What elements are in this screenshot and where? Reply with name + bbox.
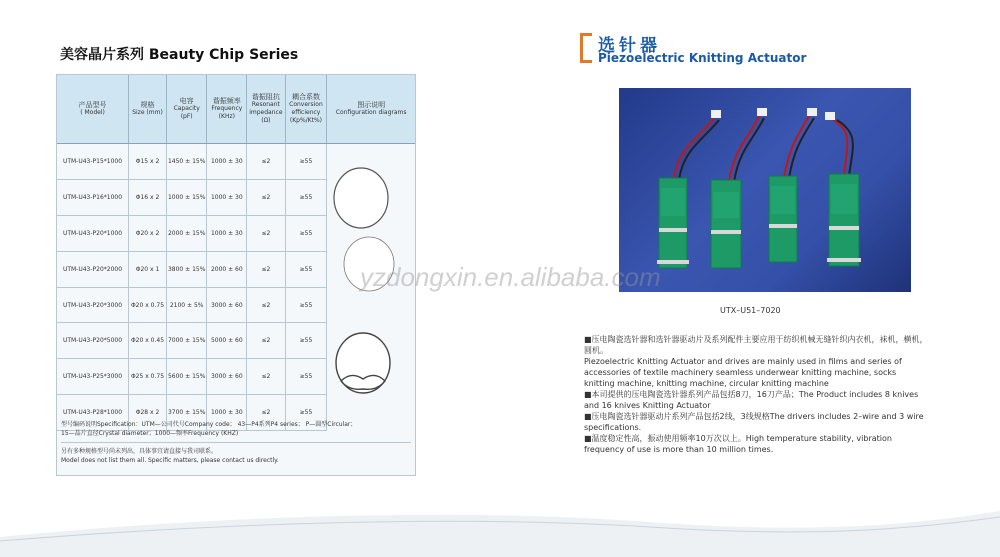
table-cell: 5600 ± 15% — [166, 359, 206, 395]
note-spec-code: 型号编码说明Specification：UTM—公司代号Company code； 43—P4系列P4 series； P—圆型Circular； — [61, 421, 357, 428]
actuator-title-en: Piezoelectric Knitting Actuator — [598, 51, 807, 65]
beauty-chip-title: 美容晶片系列 Beauty Chip Series — [60, 47, 299, 63]
table-cell: UTM-U43-P20*1000 — [57, 215, 129, 251]
actuator-illustration — [619, 88, 911, 292]
table-cell: Φ20 x 2 — [129, 215, 167, 251]
table-cell: Φ16 x 2 — [129, 179, 167, 215]
header-bracket — [580, 33, 592, 63]
table-cell: ≤2 — [247, 359, 285, 395]
table-cell: 3000 ± 60 — [207, 287, 247, 323]
desc-paragraph: Piezoelectric Knitting Actuator and drives are mainly used in films and series of accessories of textile machinery seamless underwear knitting machine, socks knitting machine, knitting machine, circular knitting machine — [584, 357, 902, 388]
table-cell: Φ28 x 2 — [129, 395, 167, 431]
table-cell: 1000 ± 30 — [207, 144, 247, 180]
desc-paragraph: ■压电陶瓷选针器和选针器驱动片及系列配件主要应用于纺织机械无缝针织内衣机，袜机，横机，圆机。 — [584, 335, 928, 355]
table-cell: ≤2 — [247, 215, 285, 251]
table-cell: 1000 ± 15% — [166, 179, 206, 215]
header-frequency: 谐振频率 Frequency (KHz) — [207, 75, 247, 144]
table-cell: ≥55 — [285, 215, 327, 251]
table-cell: 2000 ± 60 — [207, 251, 247, 287]
table-cell: 7000 ± 15% — [166, 323, 206, 359]
actuator-board-3 — [769, 108, 817, 262]
table-cell: UTM-U43-P15*1000 — [57, 144, 129, 180]
table-cell: ≥55 — [285, 359, 327, 395]
table-cell: 1000 ± 30 — [207, 215, 247, 251]
table-cell: Φ15 x 2 — [129, 144, 167, 180]
table-cell: 1000 ± 30 — [207, 395, 247, 431]
table-cell: UTM-U43-P20*5000 — [57, 323, 129, 359]
desc-paragraph: ■本司提供的压电陶瓷选针器系列产品包括8刀，16刀产品；The Product includes 8 knives and 16 knives Knitting Actuator — [584, 390, 919, 410]
header-capacity: 电容 Capacity (pF) — [166, 75, 206, 144]
header-model: 产品型号 ( Model) — [57, 75, 129, 144]
desc-paragraph: ■温度稳定性高，振动使用频率10万次以上。High temperature stability, vibration frequency of use is more than 10 million times. — [584, 434, 892, 454]
table-cell: ≤2 — [247, 323, 285, 359]
header-efficiency: 耦合系数 Conversion efficiency (Kp%/Kt%) — [285, 75, 327, 144]
table-cell: ≤2 — [247, 287, 285, 323]
table-cell: Φ20 x 0.45 — [129, 323, 167, 359]
actuator-board-4 — [825, 112, 861, 266]
table-cell: Φ25 x 0.75 — [129, 359, 167, 395]
header-diagrams: 图示说明 Configuration diagrams — [327, 75, 415, 144]
table-cell: 5000 ± 60 — [207, 323, 247, 359]
actuator-board-2 — [711, 108, 767, 268]
table-cell: 3000 ± 60 — [207, 359, 247, 395]
table-cell: ≤2 — [247, 251, 285, 287]
table-cell: 2100 ± 5% — [166, 287, 206, 323]
table-cell: ≥55 — [285, 323, 327, 359]
actuator-title-zh: 选针器 — [598, 36, 661, 56]
header-size: 规格 Size (mm) — [129, 75, 167, 144]
table-cell: ≤2 — [247, 144, 285, 180]
table-cell: 3800 ± 15% — [166, 251, 206, 287]
table-cell: ≤2 — [247, 179, 285, 215]
table-cell: ≥55 — [285, 395, 327, 431]
table-cell: ≤2 — [247, 395, 285, 431]
table-cell: UTM-U43-P25*3000 — [57, 359, 129, 395]
table-cell: ≥55 — [285, 251, 327, 287]
table-cell: Φ20 x 1 — [129, 251, 167, 287]
product-model: UTX–U51–7020 — [720, 306, 781, 315]
table-cell: UTM-U43-P16*1000 — [57, 179, 129, 215]
table-cell: 3700 ± 15% — [166, 395, 206, 431]
table-cell: UTM-U43-P20*2000 — [57, 251, 129, 287]
table-cell: 1450 ± 15% — [166, 144, 206, 180]
note-spec-code-2: 15—晶片直径Crystal diameter；1000—频率Frequency (KHZ) — [61, 430, 239, 437]
product-photo — [619, 88, 911, 292]
table-cell: Φ20 x 0.75 — [129, 287, 167, 323]
header-impedance: 谐振阻抗 Resonant impedance (Ω) — [247, 75, 285, 144]
table-header-row — [57, 75, 415, 144]
table-cell: 1000 ± 30 — [207, 179, 247, 215]
table-cell: 2000 ± 15% — [166, 215, 206, 251]
table-notes — [61, 420, 411, 465]
table-cell: ≥55 — [285, 144, 327, 180]
disc-diagram-large — [334, 168, 388, 228]
table-cell: ≥55 — [285, 287, 327, 323]
table-cell: UTM-U43-P20*3000 — [57, 287, 129, 323]
table-cell: UTM-U43-P28*1000 — [57, 395, 129, 431]
note-contact-en: Model does not list them all. Specific matters, please contact us directly. — [61, 457, 279, 464]
note-contact-zh: 另有多种规格型号尚未列出，具体事宜请直接与我司联系。 — [61, 448, 218, 455]
table-cell: ≥55 — [285, 179, 327, 215]
desc-paragraph: ■压电陶瓷选针器驱动片系列产品包括2线，3线规格The drivers includes 2–wire and 3 wire specifications. — [584, 412, 924, 432]
watermark: yzdongxin.en.alibaba.com — [360, 262, 661, 292]
decorative-wave — [0, 497, 1000, 557]
actuator-description — [584, 334, 929, 455]
